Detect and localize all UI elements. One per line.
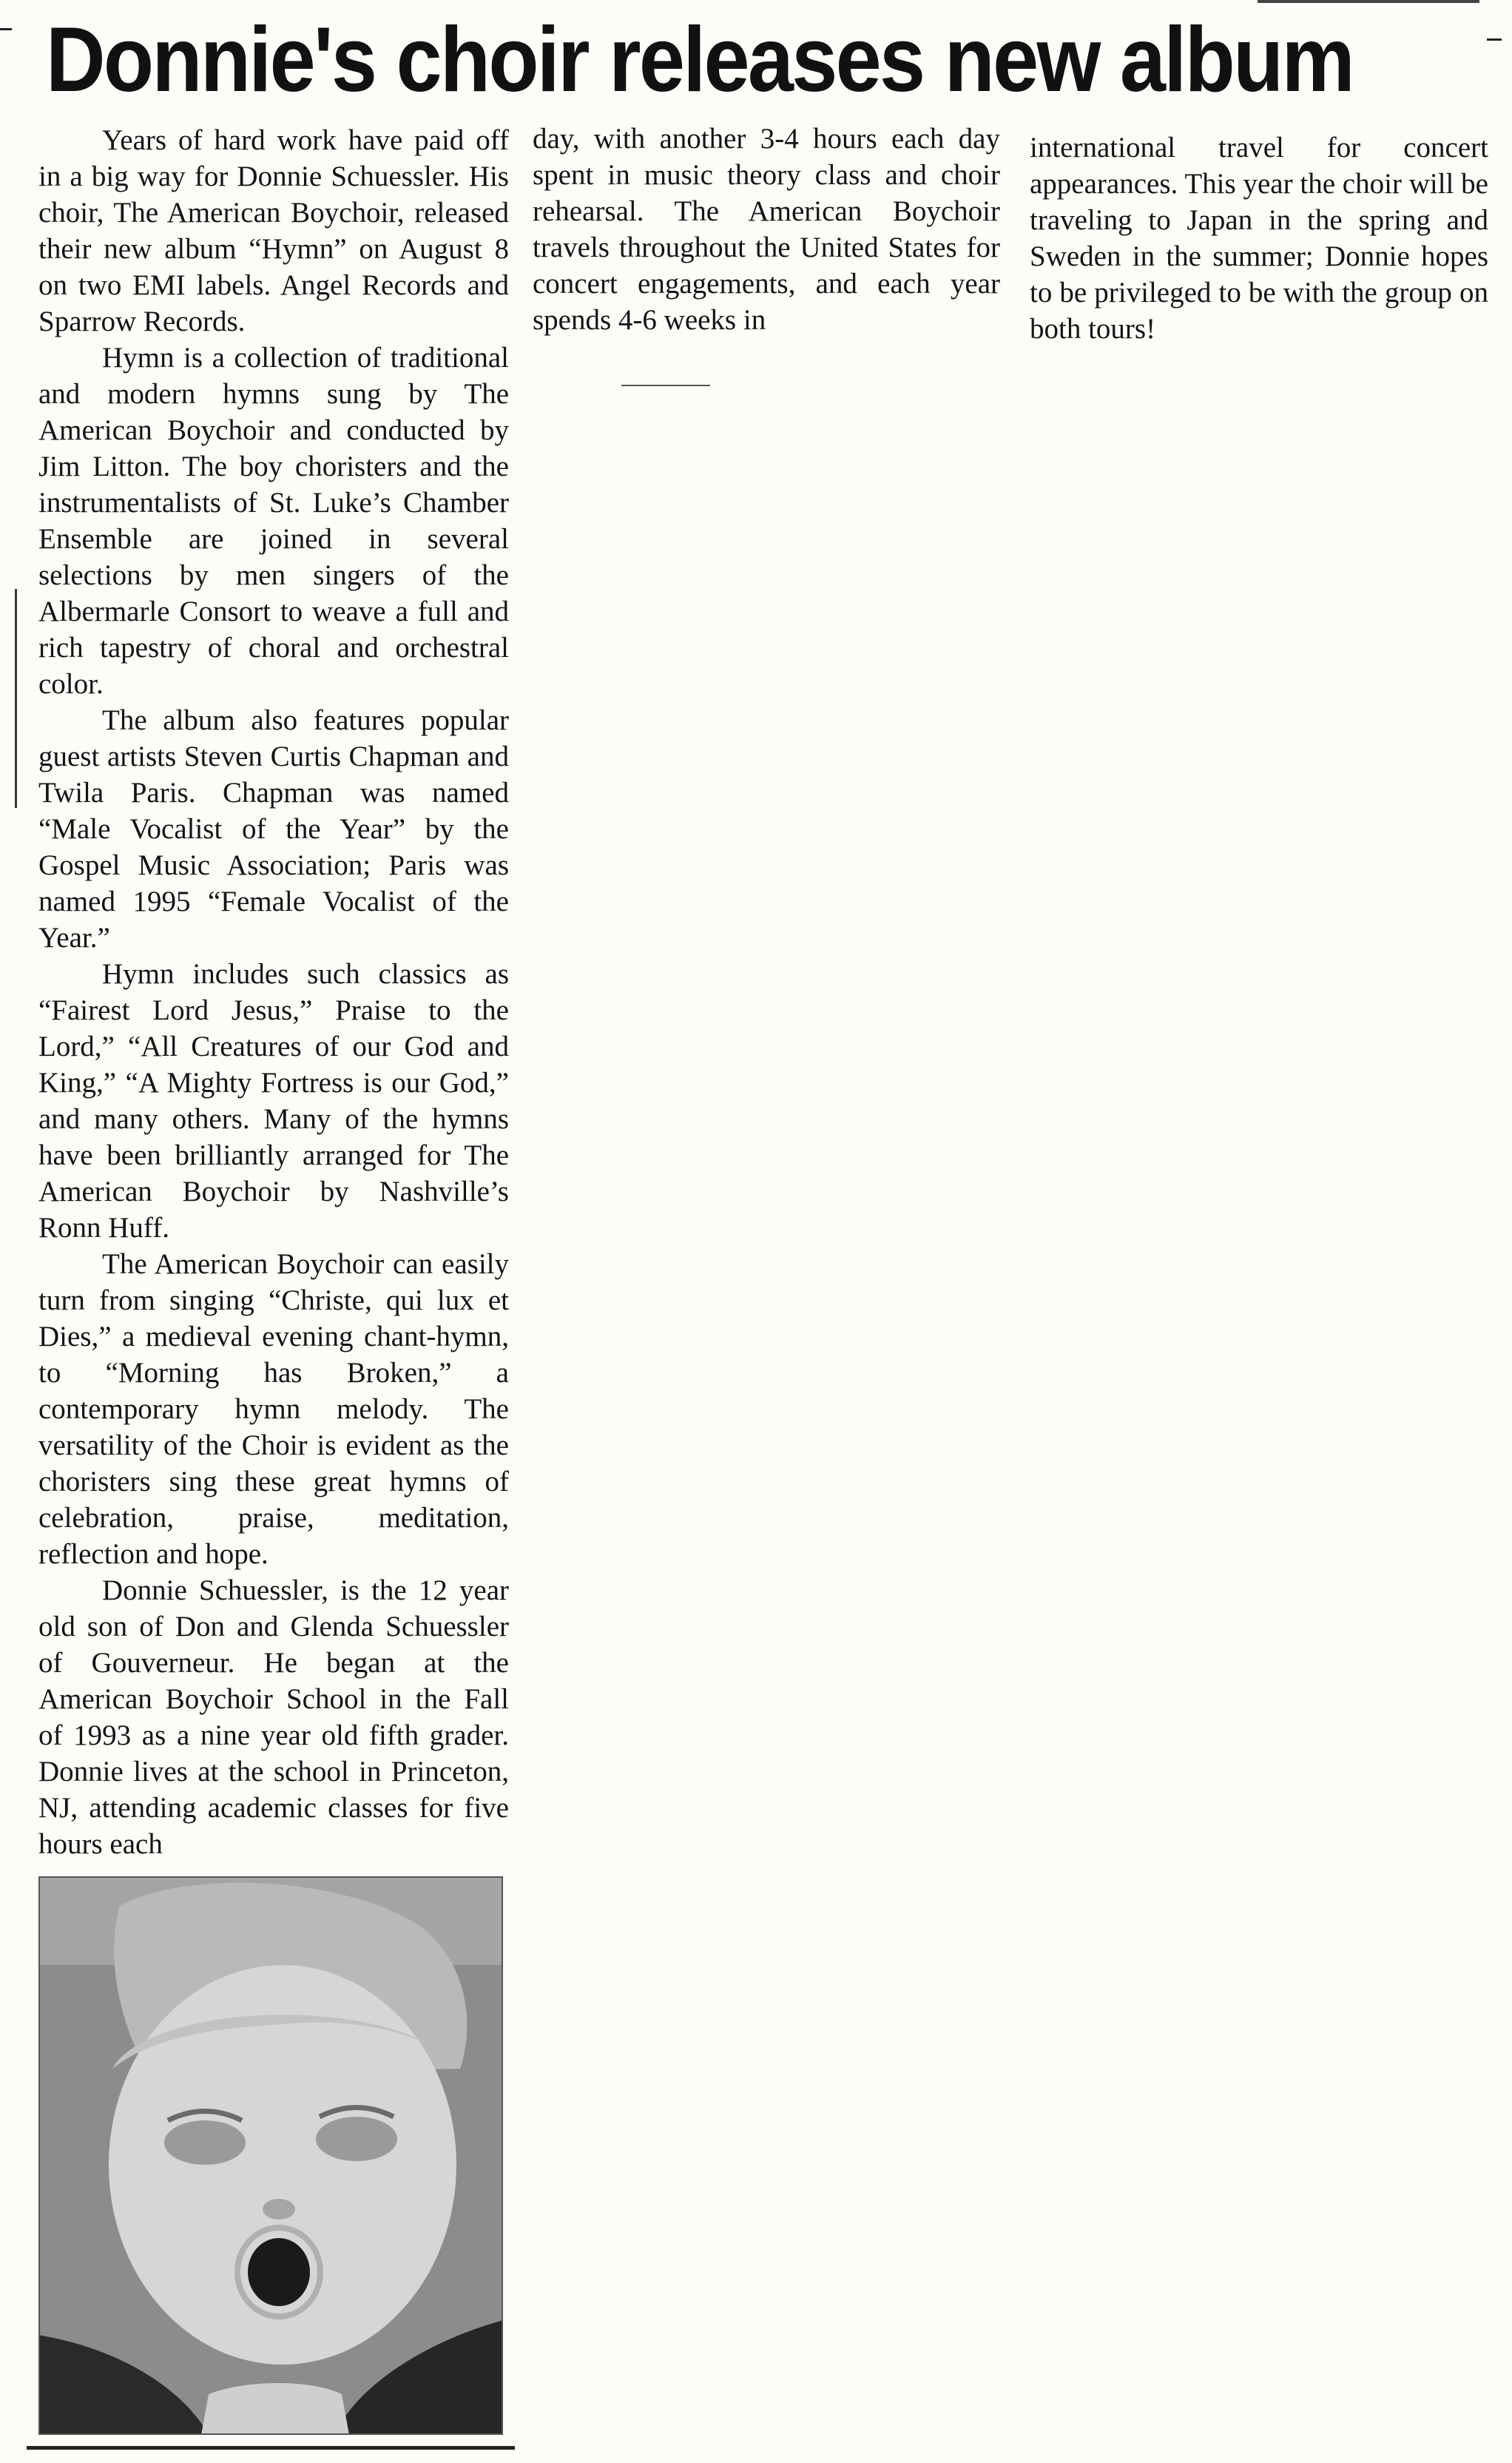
photo-illustration xyxy=(38,1876,503,2435)
boy-singing-photo xyxy=(38,1876,503,2435)
crop-mark xyxy=(1487,38,1502,41)
article-paragraph: day, with another 3-4 hours each day spent in music theory class and choir rehearsal. The American Boychoir travels throughout the United States for concert engagements, and each year spends 4-6 weeks in xyxy=(533,123,1000,336)
scan-edge-line xyxy=(15,589,17,808)
article-column-2 xyxy=(533,121,1000,338)
photo-bottom-rule xyxy=(27,2446,515,2450)
article-paragraph: international travel for concert appearances. This year the choir will be traveling to Japan in the spring and Sweden in the summer; Donnie hopes to be privileged to be with the group on both tours! xyxy=(1030,132,1488,345)
headline: Donnie's choir releases new album xyxy=(46,9,1354,111)
article-paragraph: Donnie Schuessler, is the 12 year old son of Don and Glenda Schuessler of Gouverneur. He began at the American Boychoir School in the Fall of 1993 as a nine year old fifth grader. Donnie lives at the school in Princeton, NJ, attending academic classes for five hours each xyxy=(38,1574,509,1860)
column-end-rule xyxy=(621,385,710,386)
article-paragraph: The American Boychoir can easily turn from singing “Christe, qui lux et Dies,” a medieval evening chant-hymn, to “Morning has Broken,” a contemporary hymn melody. The versatility of the Choir is evident as the choristers sing these great hymns of celebration, praise, meditation, reflection and hope. xyxy=(38,1248,509,1570)
crop-mark xyxy=(0,28,12,30)
article-paragraph: Years of hard work have paid off in a big way for Donnie Schuessler. His choir, The American Boychoir, released their new album “Hymn” on August 8 on two EMI labels. Angel Records and Sparrow Records. xyxy=(38,124,509,337)
article-paragraph: Hymn includes such classics as “Fairest Lord Jesus,” Praise to the Lord,” “All Creatures of our God and King,” “A Mighty Fortress is our God,” and many others. Many of the hymns have been brilliantly arranged for The American Boychoir by Nashville’s Ronn Huff. xyxy=(38,958,509,1244)
article-column-3 xyxy=(1030,129,1488,347)
article-paragraph: Hymn is a collection of traditional and modern hymns sung by The American Boychoir and conducted by Jim Litton. The boy choristers and the instrumentalists of St. Luke’s Chamber Ensemble are joined in several selections by men singers of the Albermarle Consort to weave a full and rich tapestry of choral and orchestral color. xyxy=(38,342,509,700)
top-rule xyxy=(1258,0,1479,3)
article-paragraph: The album also features popular guest artists Steven Curtis Chapman and Twila Paris. Chapman was named “Male Vocalist of the Year” by the Gospel Music Association; Paris was named 1995 “Female Vocalist of the Year.” xyxy=(38,704,509,954)
article-column-1 xyxy=(38,122,509,1862)
